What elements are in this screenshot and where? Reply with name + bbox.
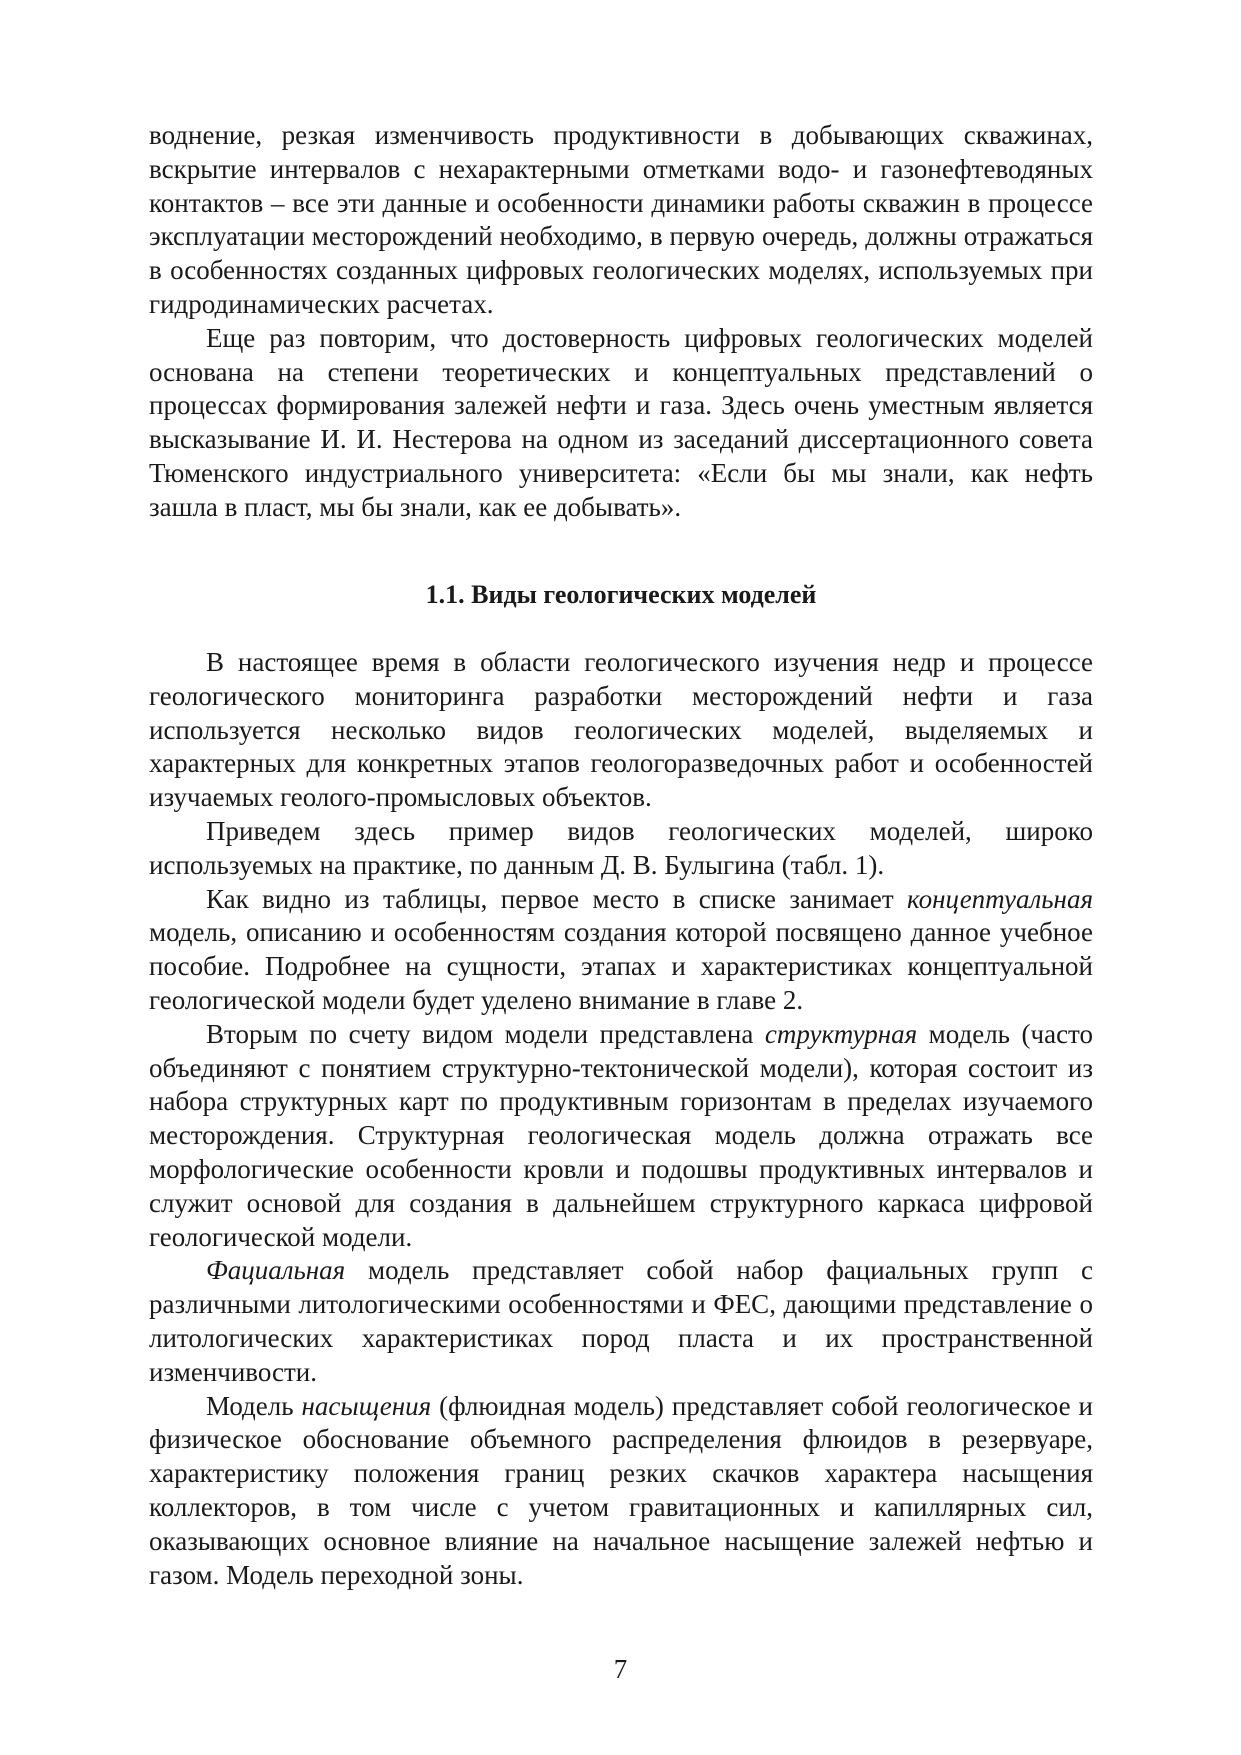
paragraph-rest: модель представляет собой набор фациальных групп с различными литологическими особенностями и ФЕС, дающими представление о литологических характеристиках пород пласта и их пространственной изменчивости.: [149, 1255, 1093, 1387]
paragraph: В настоящее время в области геологического изучения недр и процессе геологического мониторинга разработки месторождений нефти и газа используется несколько видов геологических моделей, выделяемых и характерных для конкретных этапов геологоразведочных работ и особенностей изучаемых геолого-промысловых объектов.: [149, 647, 1093, 813]
paragraph: [149, 883, 1093, 1018]
paragraph-lead: Модель: [206, 1390, 302, 1421]
paragraph: [149, 1254, 1093, 1389]
intro-text: [149, 119, 1093, 525]
section-text: [149, 646, 1093, 1592]
paragraph-rest: модель, описанию и особенностям создания которой посвящено данное учебное пособие. Подробнее на сущности, этапах и характеристиках концептуальной геологической модели будет уделено внимание в главе 2.: [149, 917, 1093, 1015]
italic-term: Фациальная: [206, 1255, 346, 1286]
paragraph: [149, 1390, 1093, 1593]
italic-term: структурная: [764, 1018, 918, 1049]
section-heading: 1.1. Виды геологических моделей: [425, 580, 817, 609]
paragraph: Еще раз повторим, что достоверность цифровых геологических моделей основана на степени теоретических и концептуальных представлений о процессах формирования залежей нефти и газа. Здесь очень уместным является высказывание И. И. Нестерова на одном из заседаний диссертационного совета Тюменского индустриального университета: «Если бы мы знали, как нефть зашла в пласт, мы бы знали, как ее добывать».: [149, 322, 1093, 522]
paragraph: [149, 1018, 1093, 1255]
paragraph: Приведем здесь пример видов геологических моделей, широко используемых на практике, по данным Д. В. Булыгина (табл. 1).: [149, 815, 1093, 880]
paragraph-lead: Вторым по счету видом модели представлена: [206, 1018, 765, 1049]
paragraph: воднение, резкая изменчивость продуктивности в добывающих скважинах, вскрытие интервалов с нехарактерными отметками водо- и газонефтеводяных контактов – все эти данные и особенности динамики работы скважин в процессе эксплуатации месторождений необходимо, в первую очередь, должны отражаться в особенностях созданных цифровых геологических моделях, используемых при гидродинамических расчетах.: [149, 120, 1093, 319]
italic-term: насыщения: [301, 1390, 432, 1421]
paragraph-rest: модель (часто объединяют с понятием структурно-тектонической модели), которая состоит из набора структурных карт по продуктивным горизонтам в пределах изучаемого месторождения. Структурная геологическая модель должна отражать все морфологические особенности кровли и подошвы продуктивных интервалов и служит основой для создания в дальнейшем структурного каркаса цифровой геологической модели.: [149, 1018, 1093, 1252]
page-number: 7: [613, 1654, 628, 1684]
italic-term: концептуальная: [907, 883, 1093, 914]
paragraph-lead: Как видно из таблицы, первое место в списке занимает: [206, 883, 908, 914]
paragraph-rest: (флюидная модель) представляет собой геологическое и физическое обоснование объемного распределения флюидов в резервуаре, характеристику положения границ резких скачков характера насыщения коллекторов, в том числе с учетом гравитационных и капиллярных сил, оказывающих основное влияние на начальное насыщение залежей нефтью и газом. Модель переходной зоны.: [149, 1390, 1093, 1590]
